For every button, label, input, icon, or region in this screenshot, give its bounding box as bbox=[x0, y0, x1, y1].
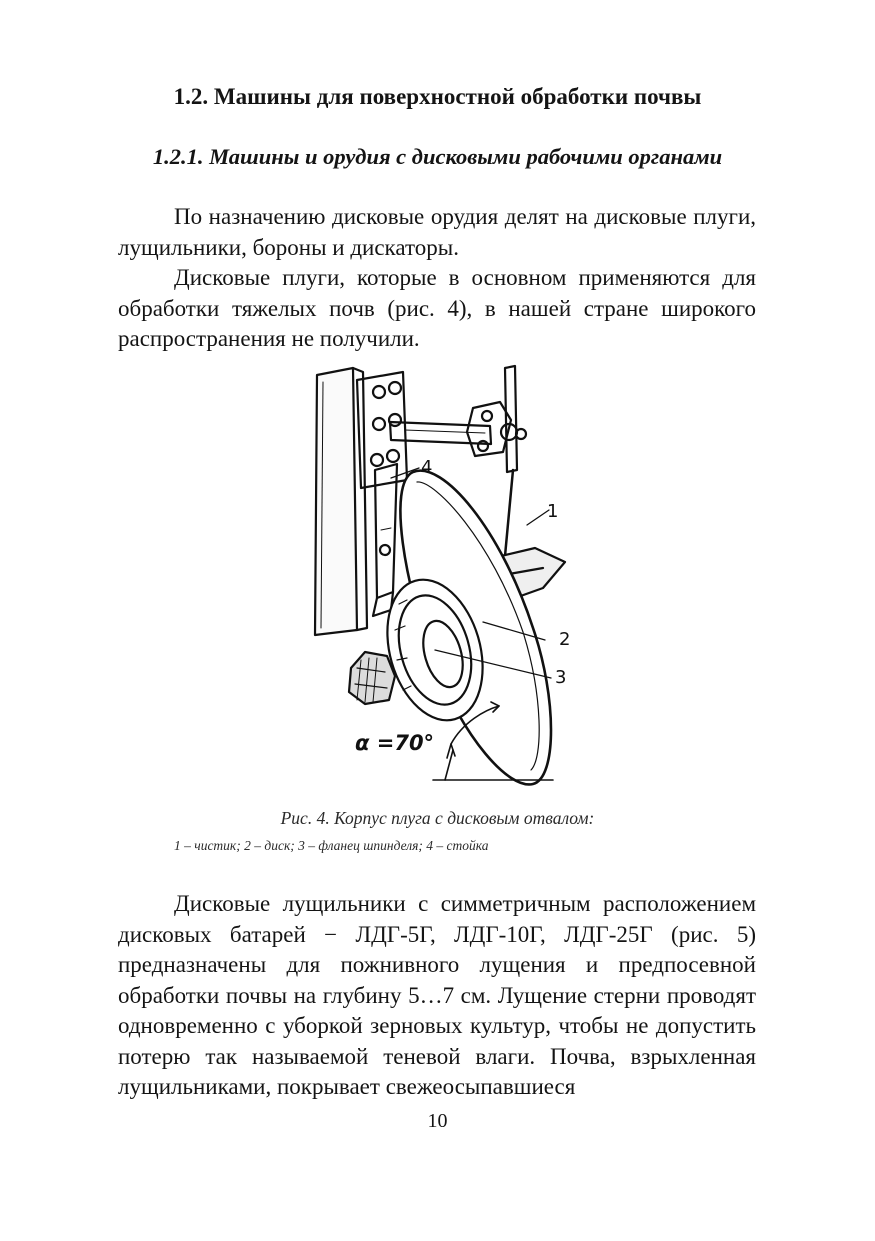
angle-label: α =70° bbox=[355, 731, 435, 755]
subsection-title: 1.2.1. Машины и орудия с дисковыми рабочими органами bbox=[152, 144, 723, 169]
label-2: 2 bbox=[559, 629, 571, 650]
figure-caption: Рис. 4. Корпус плуга с дисковым отвалом: bbox=[280, 808, 595, 828]
plow-disk-drawing bbox=[295, 360, 595, 795]
plow-disk-figure bbox=[295, 360, 595, 795]
paragraph-1: По назначению дисковые орудия делят на дисковые плуги, лущильники, бороны и дискаторы. bbox=[118, 204, 756, 260]
label-3: 3 bbox=[555, 667, 567, 688]
section-title: 1.2. Машины для поверхностной обработки почвы bbox=[173, 84, 702, 109]
label-4: 4 bbox=[421, 457, 433, 478]
paragraph-3: Дисковые лущильники с симметричным расположением дисковых батарей − ЛДГ-5Г, ЛДГ-10Г, ЛДГ-25Г (рис. 5) предназначены для пожнивного лущения и предпосевной обработки почвы на глубину 5…7 см. Лущение стерни проводят одновременно с уборкой зерновых культур, чтобы не допустить потерю так называемой теневой влаги. Почва, взрыхленная лущильниками, покрывает свежеосыпавшиеся bbox=[118, 891, 756, 1099]
figure-legend: 1 – чистик; 2 – диск; 3 – фланец шпинделя; 4 – стойка bbox=[174, 838, 489, 853]
paragraph-2: Дисковые плуги, которые в основном применяются для обработки тяжелых почв (рис. 4), в нашей стране широкого распространения не получили. bbox=[118, 265, 756, 351]
page-number: 10 bbox=[427, 1110, 448, 1132]
label-1: 1 bbox=[547, 501, 559, 522]
